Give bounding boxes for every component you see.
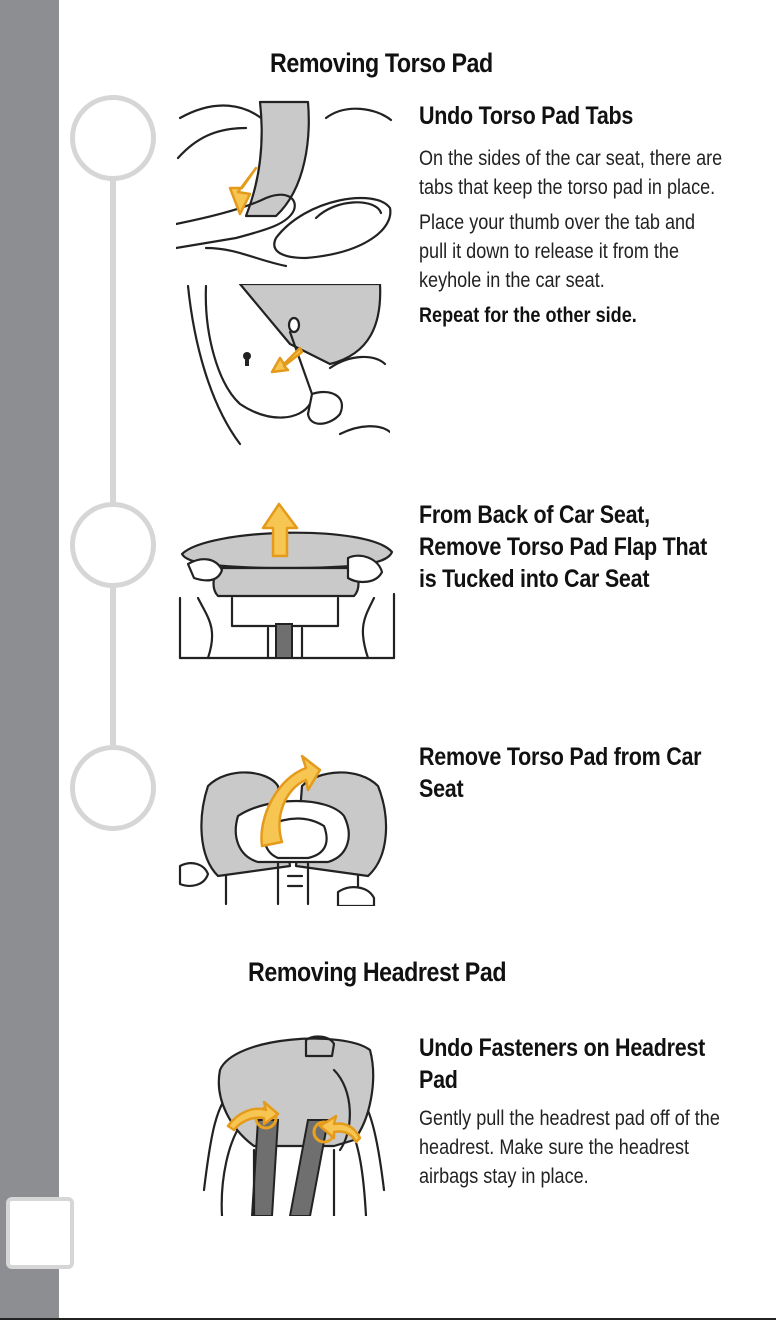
timeline-connector: [110, 587, 116, 745]
step-marker-2: [70, 502, 156, 588]
illustration-headrest-pad: [194, 1030, 394, 1216]
step-heading-remove-pad: Remove Torso Pad from Car Seat: [419, 743, 702, 803]
illustration-undo-tabs-keyhole: [180, 284, 390, 448]
step-paragraph: Gently pull the headrest pad off of the headrest. Make sure the headrest airbags stay in place.: [419, 1107, 720, 1188]
step-heading-undo-fasteners: Undo Fasteners on Headrest Pad: [419, 1034, 706, 1094]
illustration-undo-tabs-thumb: [176, 98, 396, 268]
section-title-torso: Removing Torso Pad: [270, 48, 493, 78]
section-title-headrest: Removing Headrest Pad: [248, 957, 507, 987]
step-body-undo-fasteners: [419, 1104, 724, 1197]
timeline-connector: [110, 180, 116, 502]
step-note: Repeat for the other side.: [419, 304, 637, 327]
illustration-remove-pad: [178, 746, 402, 906]
step-heading-undo-tabs: Undo Torso Pad Tabs: [419, 102, 634, 130]
step-marker-1: [70, 95, 156, 181]
step-marker-3: [70, 745, 156, 831]
step-paragraph: On the sides of the car seat, there are tabs that keep the torso pad in place.: [419, 147, 723, 199]
illustration-remove-flap: [178, 498, 398, 664]
step-paragraph: Place your thumb over the tab and pull it down to release it from the keyhole in the car seat.: [419, 211, 696, 292]
page-sidebar-stripe: [0, 0, 59, 1318]
page-number-tab: [6, 1197, 74, 1269]
step-body-undo-tabs: [419, 144, 724, 336]
bottom-rule: [0, 1318, 776, 1320]
step-heading-remove-flap: From Back of Car Seat, Remove Torso Pad Flap That is Tucked into Car Seat: [419, 501, 707, 593]
